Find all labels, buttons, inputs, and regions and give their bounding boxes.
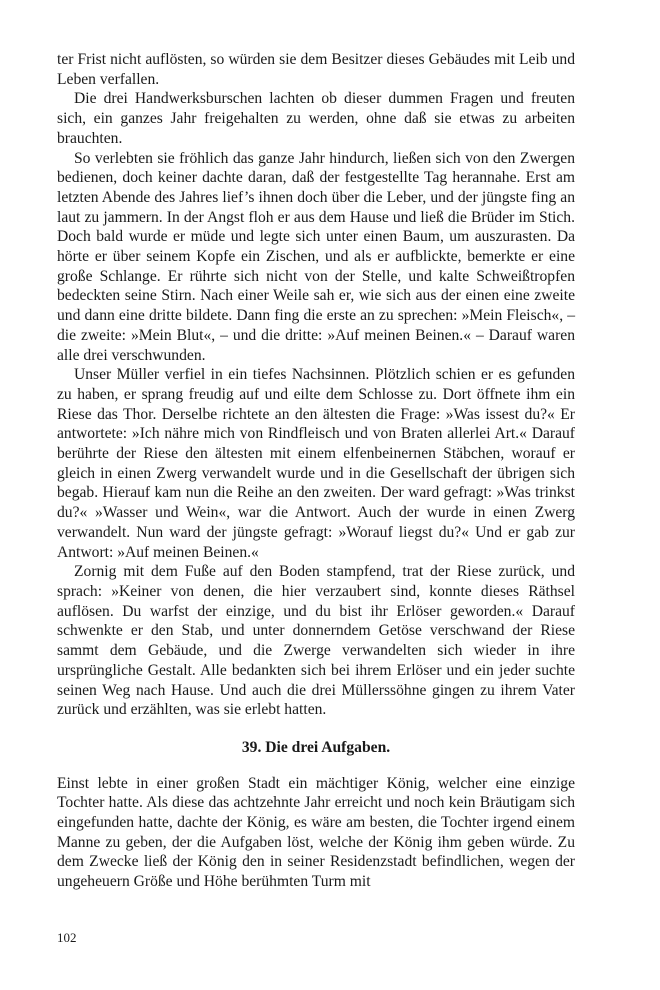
paragraph: Zornig mit dem Fuße auf den Boden stampfend, trat der Riese zurück, und sprach: »Keiner von denen, die hier verzaubert sind, konnte dieses Räthsel auflösen. Du warfst der einzige, und du bist ihr Erlöser geworden.« Darauf schwenkte er den Stab, und unter donnerndem Getöse verschwand der Riese sammt dem Gebäude, und die Zwerge verwandelten sich wieder in ihre ursprüngliche Gestalt. Alle bedankten sich bei ihrem Erlöser und ein jeder suchte seinen Weg nach Hause. Und auch die drei Müllerssöhne gingen zu ihrem Vater zurück und erzählten, was sie erlebt hatten. [57,563,575,719]
paragraph: Einst lebte in einer großen Stadt ein mächtiger König, welcher eine einzige Tochter hatte. Als diese das achtzehnte Jahr erreicht und noch kein Bräutigam sich eingefunden hatte, dachte der König, es wäre am besten, die Tochter irgend einem Manne zu geben, der die Aufgaben löst, welche der König ihm geben würde. Zu dem Zwecke ließ der König den in seiner Residenzstadt befindlichen, wegen der ungeheuern Größe und Höhe berühmten Turm mit [57,774,575,891]
text-block [57,50,575,892]
page-number: 102 [57,930,77,945]
paragraph: So verlebten sie fröhlich das ganze Jahr hindurch, ließen sich von den Zwergen bedienen, doch keiner dachte daran, daß der festgestellte Tag herannahe. Erst am letzten Abende des Jahres lief’s ihnen doch über die Leber, und der jüngste fing an laut zu jammern. In der Angst floh er aus dem Hause und ließ die Brüder im Stich. Doch bald wurde er müde und legte sich unter einen Baum, um auszurasten. Da hörte er über seinem Kopfe ein Zischen, und als er aufblickte, bemerkte er eine große Schlange. Er rührte sich nicht von der Stelle, und kalte Schweißtropfen bedeckten seine Stirn. Nach einer Weile sah er, wie sich aus der einen eine zweite und dann eine dritte bildete. Dann fing die erste an zu sprechen: »Mein Fleisch«, – die zweite: »Mein Blut«, – und die dritte: »Auf meinen Beinen.« – Darauf waren alle drei verschwunden. [57,149,575,364]
paragraph: ter Frist nicht auflösten, so würden sie dem Besitzer dieses Gebäudes mit Leib und Leben verfallen. [57,51,575,88]
paragraph: Die drei Handwerksburschen lachten ob dieser dummen Fragen und freuten sich, ein ganzes Jahr freigehalten zu werden, ohne daß sie etwas zu arbeiten brauchten. [57,90,575,147]
paragraph: Unser Müller verfiel in ein tiefes Nachsinnen. Plötzlich schien er es gefunden zu haben, er sprang freudig auf und eilte dem Schlosse zu. Dort öffnete ihm ein Riese das Thor. Derselbe richtete an den ältesten die Frage: »Was issest du?« Er antwortete: »Ich nähre mich von Rindfleisch und von Braten allerlei Art.« Darauf berührte der Riese den ältesten mit einem elfenbeinernen Stäbchen, worauf er gleich in einen Zwerg verwandelt wurde und in die Gesellschaft der übrigen sich begab. Hierauf kam nun die Reihe an den zweiten. Der ward gefragt: »Was trinkst du?« »Wasser und Wein«, war die Antwort. Auch der wurde in einen Zwerg verwandelt. Nun ward der jüngste gefragt: »Worauf liegst du?« Und er gab zur Antwort: »Auf meinen Beinen.« [57,366,575,561]
section-heading: 39. Die drei Aufgaben. [241,738,391,756]
